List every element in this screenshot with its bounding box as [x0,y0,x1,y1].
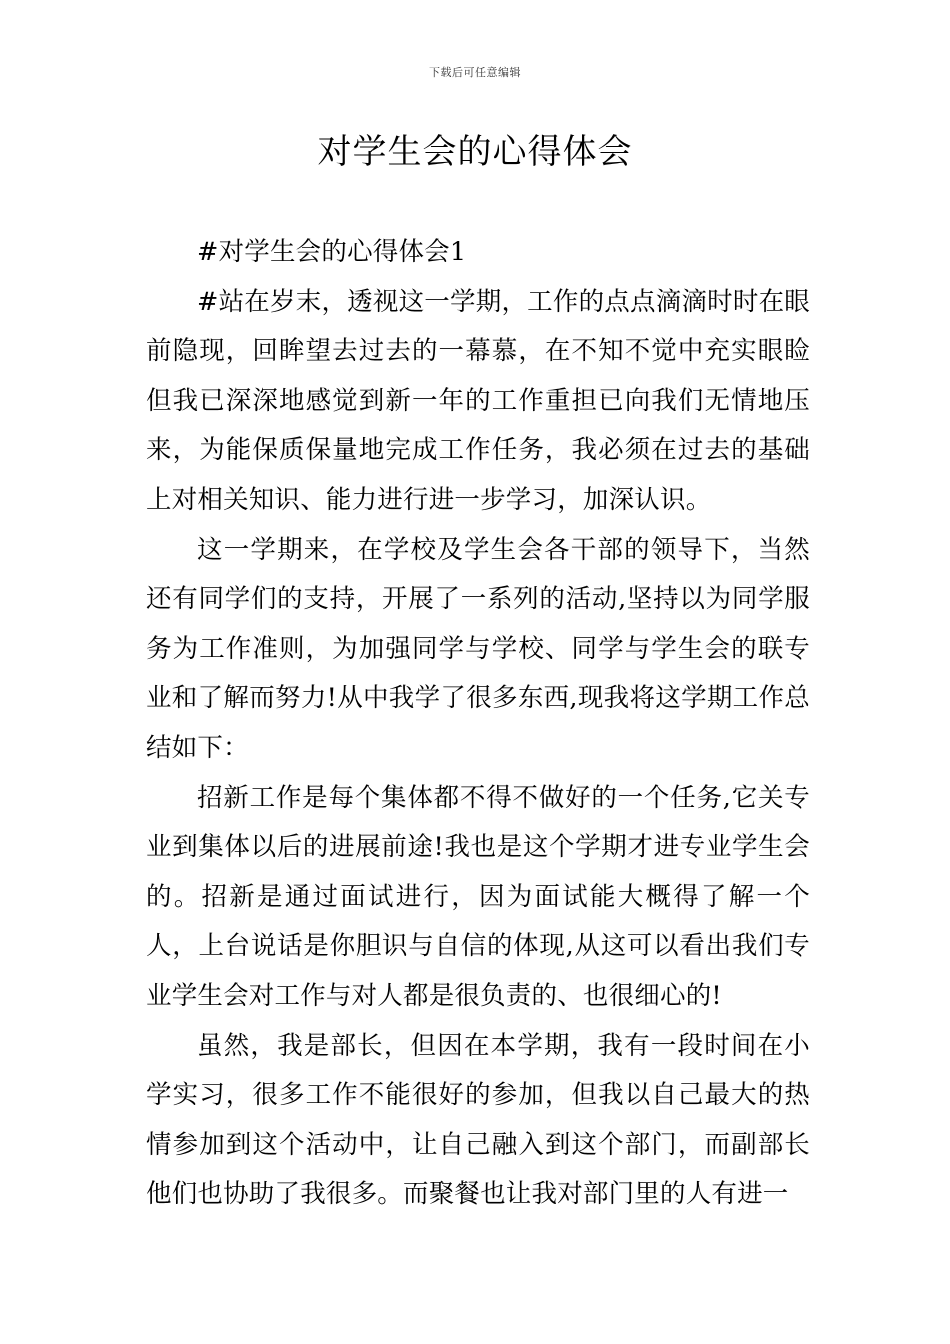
paragraph-1: #站在岁末，透视这一学期，工作的点点滴滴时时在眼前隐现，回眸望去过去的一幕慕，在不知不觉中充实眼睑但我已深深地感觉到新一年的工作重担已向我们无情地压来，为能保质保量地完成工作任务，我必须在过去的基础上对相关知识、能力进行进一步学习，加深认识。 [146,286,810,515]
document-title: 对学生会的心得体会 [317,132,633,172]
paragraph-3: 招新工作是每个集体都不得不做好的一个任务,它关专业到集体以后的进展前途!我也是这个学期才进专业学生会的。招新是通过面试进行，因为面试能大概得了解一个人，上台说话是你胆识与自信的体现,从这可以看出我们专业学生会对工作与对人都是很负责的、也很细心的! [146,782,810,1011]
paragraph-2: 这一学期来，在学校及学生会各干部的领导下，当然还有同学们的支持，开展了一系列的活动,坚持以为同学服务为工作准则，为加强同学与学校、同学与学生会的联专业和了解而努力!从中我学了很多东西,现我将这学期工作总结如下： [146,534,810,763]
paragraph-4: 虽然，我是部长，但因在本学期，我有一段时间在小学实习，很多工作不能很好的参加，但我以自己最大的热情参加到这个活动中，让自己融入到这个部门，而副部长他们也协助了我很多。而聚餐也让我对部门里的人有进一 [146,1030,810,1210]
document-body [146,228,810,1220]
paragraph-heading: #对学生会的心得体会1 [197,237,467,267]
header-note: 下载后可任意编辑 [429,66,521,79]
